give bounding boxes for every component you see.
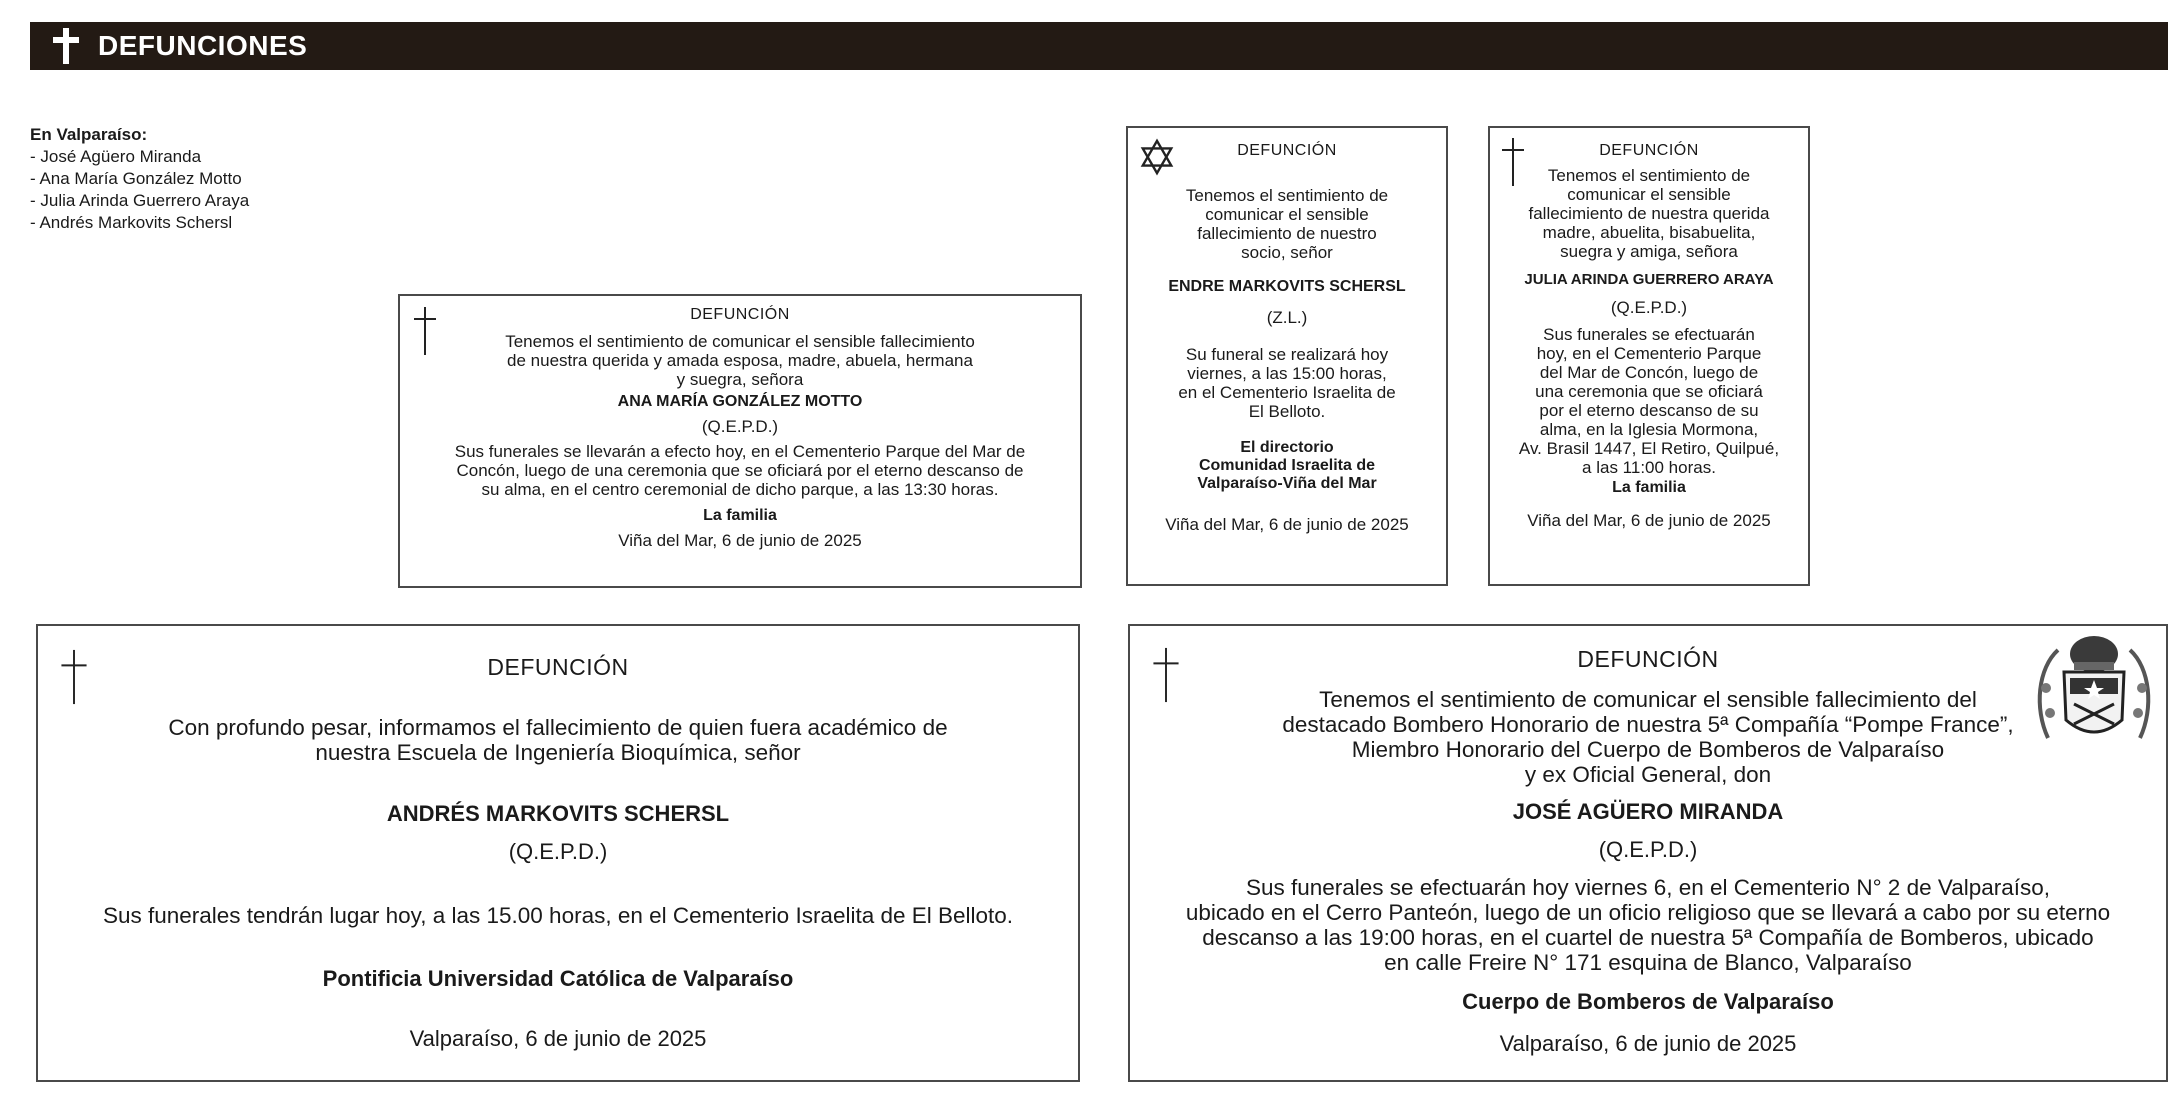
star-of-david-icon: [1138, 138, 1176, 176]
notice-detail-line: Concón, luego de una ceremonia que se oficiará por el eterno descanso de: [456, 461, 1024, 480]
list-item: - Julia Arinda Guerrero Araya: [30, 191, 250, 210]
notice-heading: DEFUNCIÓN: [1237, 142, 1337, 159]
notice-detail-line: su alma, en el centro ceremonial de dicho parque, a las 13:30 horas.: [481, 480, 999, 499]
cross-icon: [46, 26, 86, 66]
notice-ana-gonzalez: [398, 294, 1082, 588]
notice-date: Valparaíso, 6 de junio de 2025: [1499, 1031, 1797, 1056]
notice-intro-line: Tenemos el sentimiento de: [1185, 186, 1389, 205]
notice-detail-line: ubicado en el Cerro Panteón, luego de un oficio religioso que se llevará a cabo por su eterno: [1185, 900, 2111, 925]
notice-intro-line: Miembro Honorario del Cuerpo de Bomberos de Valparaíso: [1351, 737, 1945, 762]
list-item: - José Agüero Miranda: [30, 147, 202, 166]
notice-heading: DEFUNCIÓN: [690, 306, 790, 323]
zl-text: (Z.L.): [1266, 308, 1308, 327]
notice-jose-aguero: [1128, 624, 2168, 1082]
notice-intro-line: comunicar el sensible: [1567, 185, 1731, 204]
notice-signature-line: El directorio: [1240, 439, 1334, 456]
deceased-name: JOSÉ AGÜERO MIRANDA: [1512, 799, 1784, 824]
notice-intro-line: Con profundo pesar, informamos el fallecimiento de quien fuera académico de: [168, 715, 948, 740]
notice-intro-line: de nuestra querida y amada esposa, madre, abuela, hermana: [507, 351, 973, 370]
deceased-list: [30, 124, 249, 234]
notice-signature: La familia: [703, 507, 777, 524]
cross-icon: [410, 304, 440, 356]
notice-date: Viña del Mar, 6 de junio de 2025: [1165, 515, 1409, 534]
notice-signature: La familia: [1612, 479, 1686, 496]
notice-intro-line: fallecimiento de nuestra querida: [1528, 204, 1770, 223]
notice-detail-line: hoy, en el Cementerio Parque: [1536, 344, 1762, 363]
notice-intro-line: comunicar el sensible: [1205, 205, 1369, 224]
fire-brigade-emblem-icon: [2034, 628, 2154, 758]
notice-intro-line: Tenemos el sentimiento de comunicar el sensible fallecimiento del: [1319, 687, 1977, 712]
notice-intro-line: Tenemos el sentimiento de: [1547, 166, 1751, 185]
notice-detail-line: Sus funerales se llevarán a efecto hoy, en el Cementerio Parque del Mar de: [454, 442, 1026, 461]
notice-detail-line: en calle Freire N° 171 esquina de Blanco, Valparaíso: [1384, 950, 1912, 975]
cross-icon: [1498, 134, 1528, 188]
notice-detail-line: alma, en la Iglesia Mormona,: [1539, 420, 1759, 439]
notice-intro-line: socio, señor: [1241, 243, 1333, 262]
notice-signature: Pontificia Universidad Católica de Valparaíso: [322, 966, 794, 991]
cross-icon: [1148, 646, 1184, 704]
notice-intro-line: nuestra Escuela de Ingeniería Bioquímica, señor: [315, 740, 801, 765]
deceased-name: ANDRÉS MARKOVITS SCHERSL: [386, 801, 730, 826]
notice-intro-line: madre, abuelita, bisabuelita,: [1542, 223, 1756, 242]
notice-detail-line: El Belloto.: [1248, 402, 1326, 421]
notice-intro-line: suegra y amiga, señora: [1560, 242, 1738, 261]
deceased-name: ANA MARÍA GONZÁLEZ MOTTO: [617, 393, 863, 410]
qepd-text: (Q.E.P.D.): [508, 839, 608, 864]
notice-detail-line: Av. Brasil 1447, El Retiro, Quilpué,: [1518, 439, 1780, 458]
notice-detail-line: Sus funerales se efectuarán: [1543, 325, 1755, 344]
notice-intro-line: fallecimiento de nuestro: [1197, 224, 1377, 243]
notice-detail-line: a las 11:00 horas.: [1582, 458, 1716, 477]
notice-signature-line: Comunidad Israelita de: [1198, 457, 1376, 474]
qepd-text: (Q.E.P.D.): [1610, 298, 1688, 317]
notice-intro-line: Tenemos el sentimiento de comunicar el sensible fallecimiento: [505, 332, 975, 351]
notice-intro-line: destacado Bombero Honorario de nuestra 5ª Compañía “Pompe France”,: [1282, 712, 2014, 737]
notice-intro-line: y suegra, señora: [676, 370, 804, 389]
notice-detail-line: Su funeral se realizará hoy: [1185, 345, 1389, 364]
cross-icon: [56, 648, 92, 706]
notice-detail-line: en el Cementerio Israelita de: [1178, 383, 1396, 402]
notice-intro-line: y ex Oficial General, don: [1524, 762, 1772, 787]
notice-signature-line: Valparaíso-Viña del Mar: [1197, 475, 1377, 492]
notice-signature: Cuerpo de Bomberos de Valparaíso: [1462, 989, 1834, 1014]
deceased-name: ENDRE MARKOVITS SCHERSL: [1168, 278, 1406, 295]
notice-detail-line: del Mar de Concón, luego de: [1539, 363, 1759, 382]
deceased-name: JULIA ARINDA GUERRERO ARAYA: [1524, 271, 1774, 288]
notice-date: Viña del Mar, 6 de junio de 2025: [1527, 511, 1771, 530]
deceased-list-title: En Valparaíso:: [30, 125, 148, 144]
notice-endre-markovits: [1126, 126, 1448, 586]
notice-andres-markovits: [36, 624, 1080, 1082]
list-item: - Andrés Markovits Schersl: [30, 213, 233, 232]
qepd-text: (Q.E.P.D.): [701, 417, 779, 436]
notice-heading: DEFUNCIÓN: [1599, 142, 1699, 159]
notice-detail-line: Sus funerales se efectuarán hoy viernes 6, en el Cementerio N° 2 de Valparaíso,: [1245, 875, 2051, 900]
notice-detail-line: viernes, a las 15:00 horas,: [1187, 364, 1387, 383]
notice-julia-guerrero: [1488, 126, 1810, 586]
section-title: DEFUNCIONES: [98, 30, 308, 61]
notice-date: Viña del Mar, 6 de junio de 2025: [618, 531, 862, 550]
section-header: [30, 22, 2168, 70]
notice-heading: DEFUNCIÓN: [1577, 646, 1719, 672]
notice-date: Valparaíso, 6 de junio de 2025: [409, 1026, 707, 1051]
list-item: - Ana María González Motto: [30, 169, 242, 188]
notice-detail-line: descanso a las 19:00 horas, en el cuartel de nuestra 5ª Compañía de Bomberos, ubicado: [1202, 925, 2094, 950]
notice-heading: DEFUNCIÓN: [487, 654, 629, 680]
qepd-text: (Q.E.P.D.): [1598, 837, 1698, 862]
notice-detail-line: una ceremonia que se oficiará: [1535, 382, 1763, 401]
notice-detail-line: por el eterno descanso de su: [1539, 401, 1759, 420]
notice-detail-line: Sus funerales tendrán lugar hoy, a las 15.00 horas, en el Cementerio Israelita de El Belloto.: [102, 903, 1014, 928]
